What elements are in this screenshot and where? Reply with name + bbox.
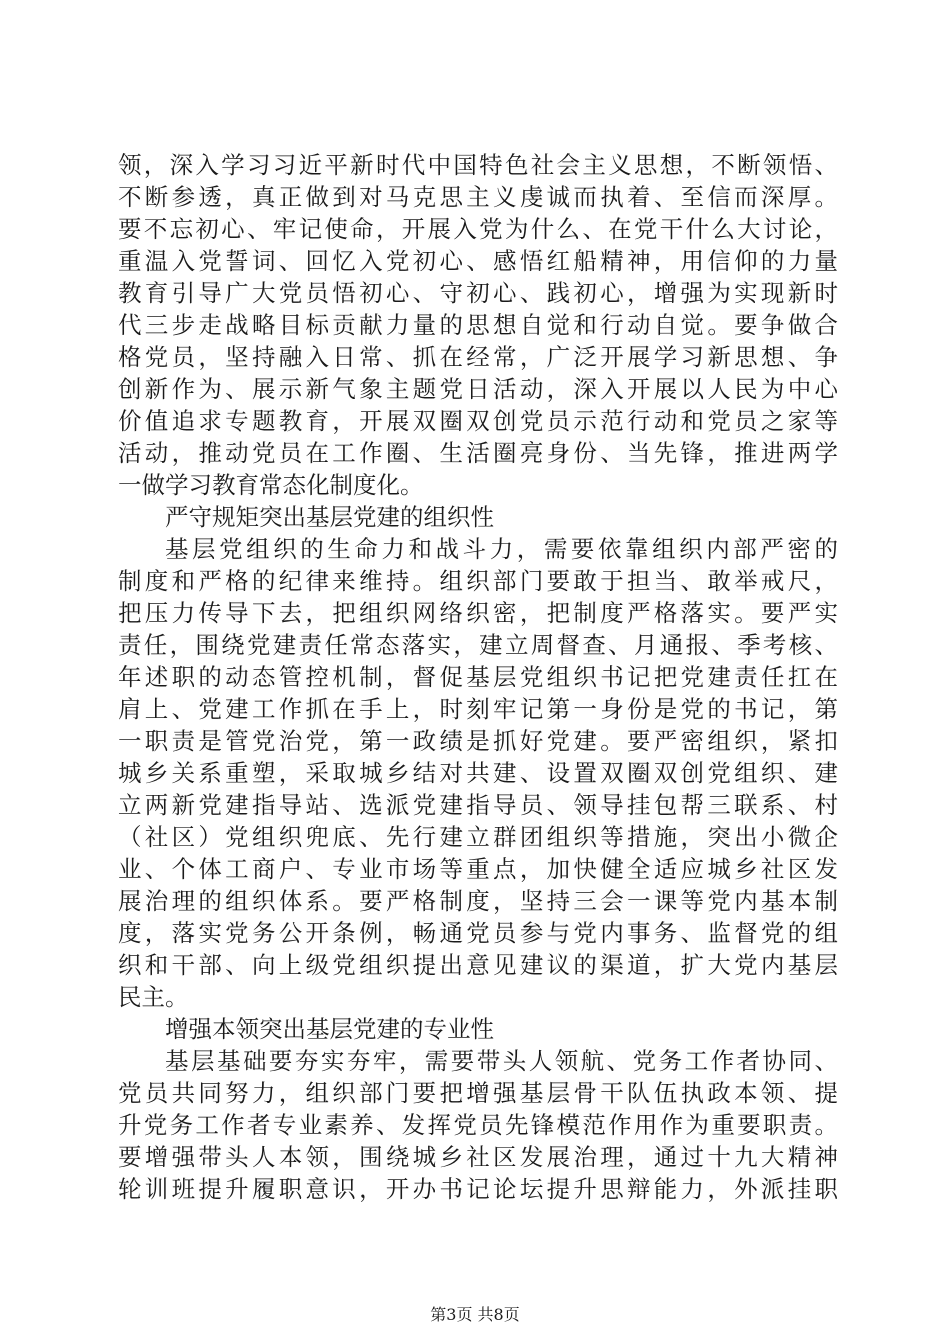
text-line: 基层基础要夯实夯牢，需要带头人领航、党务工作者协同、 (165, 1047, 838, 1075)
text-line: 重温入党誓词、回忆入党初心、感悟红船精神，用信仰的力量 (118, 247, 838, 275)
text-line: 价值追求专题教育，开展双圈双创党员示范行动和党员之家等 (118, 407, 838, 435)
text-line: 教育引导广大党员悟初心、守初心、践初心，增强为实现新时 (118, 279, 838, 307)
text-line: 制度和严格的纪律来维持。组织部门要敢于担当、敢举戒尺， (118, 567, 838, 595)
text-line: 领，深入学习习近平新时代中国特色社会主义思想，不断领悟、 (118, 151, 838, 179)
text-line: 展治理的组织体系。要严格制度，坚持三会一课等党内基本制 (118, 887, 838, 915)
text-line: 度，落实党务公开条例，畅通党员参与党内事务、监督党的组 (118, 919, 838, 947)
text-line: 城乡关系重塑，采取城乡结对共建、设置双圈双创党组织、建 (118, 759, 838, 787)
text-line: （社区）党组织兜底、先行建立群团组织等措施，突出小微企 (118, 823, 838, 851)
text-line: 要不忘初心、牢记使命，开展入党为什么、在党干什么大讨论， (118, 215, 838, 243)
text-line: 肩上、党建工作抓在手上，时刻牢记第一身份是党的书记，第 (118, 695, 838, 723)
text-line: 轮训班提升履职意识，开办书记论坛提升思辩能力，外派挂职 (118, 1175, 838, 1203)
text-line: 基层党组织的生命力和战斗力，需要依靠组织内部严密的 (165, 535, 838, 563)
text-line: 不断参透，真正做到对马克思主义虔诚而执着、至信而深厚。 (118, 183, 838, 211)
page-number-footer: 第3页 共8页 (430, 1305, 520, 1324)
text-line: 业、个体工商户、专业市场等重点，加快健全适应城乡社区发 (118, 855, 838, 883)
text-line: 织和干部、向上级党组织提出意见建议的渠道，扩大党内基层 (118, 951, 838, 979)
text-line: 代三步走战略目标贡献力量的思想自觉和行动自觉。要争做合 (118, 311, 838, 339)
text-line: 把压力传导下去，把组织网络织密，把制度严格落实。要严实 (118, 599, 838, 627)
text-line: 民主。 (118, 983, 189, 1011)
section-heading: 增强本领突出基层党建的专业性 (165, 1015, 494, 1043)
section-heading: 严守规矩突出基层党建的组织性 (165, 503, 494, 531)
text-line: 立两新党建指导站、选派党建指导员、领导挂包帮三联系、村 (118, 791, 838, 819)
text-line: 年述职的动态管控机制，督促基层党组织书记把党建责任扛在 (118, 663, 838, 691)
text-line: 格党员，坚持融入日常、抓在经常，广泛开展学习新思想、争 (118, 343, 838, 371)
text-line: 一做学习教育常态化制度化。 (118, 471, 424, 499)
text-line: 活动，推动党员在工作圈、生活圈亮身份、当先锋，推进两学 (118, 439, 838, 467)
text-line: 一职责是管党治党，第一政绩是抓好党建。要严密组织，紧扣 (118, 727, 838, 755)
text-line: 要增强带头人本领，围绕城乡社区发展治理，通过十九大精神 (118, 1143, 838, 1171)
text-line: 升党务工作者专业素养、发挥党员先锋模范作用作为重要职责。 (118, 1111, 838, 1139)
text-line: 党员共同努力，组织部门要把增强基层骨干队伍执政本领、提 (118, 1079, 838, 1107)
text-line: 责任，围绕党建责任常态落实，建立周督查、月通报、季考核、 (118, 631, 838, 659)
document-body (118, 149, 838, 1205)
text-line: 创新作为、展示新气象主题党日活动，深入开展以人民为中心 (118, 375, 838, 403)
